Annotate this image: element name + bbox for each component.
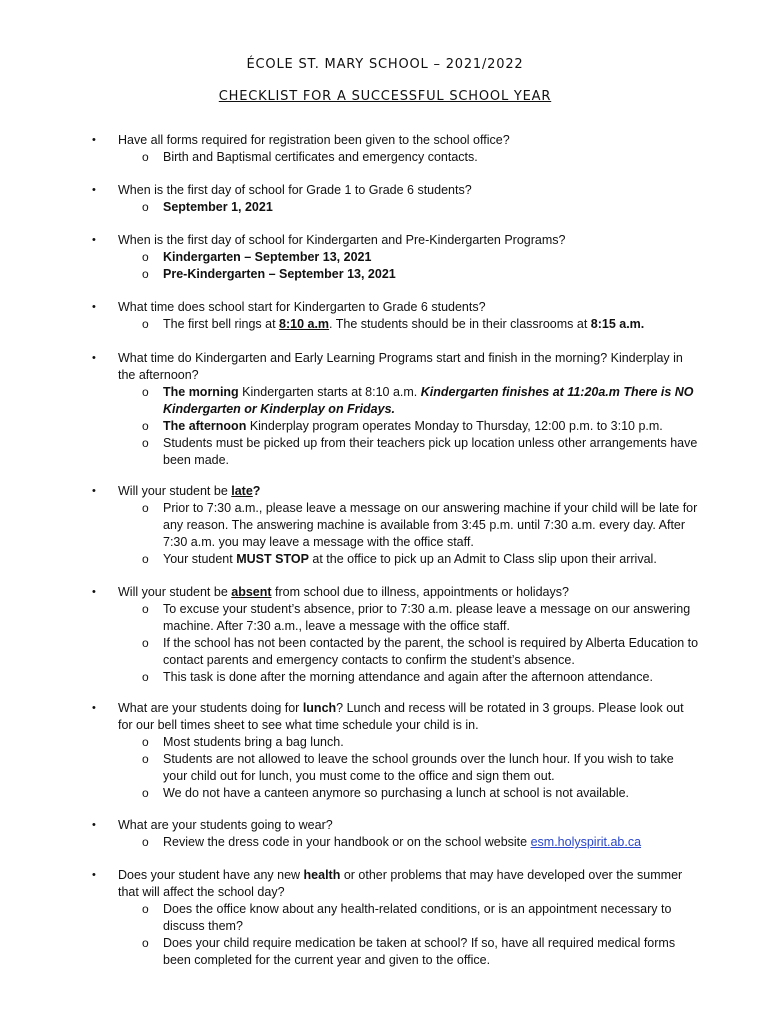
circle-bullet-icon: o [142,636,149,650]
checklist-item-dress-code [92,817,700,851]
sub-item: o The afternoon Kinderplay program operates Monday to Thursday, 12:00 p.m. to 3:10 p.m. [142,419,663,433]
circle-bullet-icon: o [142,501,149,515]
circle-bullet-icon: o [142,250,149,264]
checklist-item-start-time [92,299,700,333]
circle-bullet-icon: o [142,835,149,849]
bullet-icon: • [92,301,96,313]
question-text: When is the first day of school for Kindergarten and Pre-Kindergarten Programs? [118,233,566,247]
bullet-icon: • [92,234,96,246]
sub-item: o Birth and Baptismal certificates and emergency contacts. [142,150,478,164]
circle-bullet-icon: o [142,200,149,214]
circle-bullet-icon: o [142,602,149,616]
question-text: What time does school start for Kindergarten to Grade 6 students? [118,300,486,314]
bullet-icon: • [92,352,96,364]
checklist-item-health [92,867,700,969]
sub-item: o Students must be picked up from their teachers pick up location unless other arrangements have been made. [142,436,698,467]
checklist-item-forms [92,132,700,166]
sub-item: o Does your child require medication be taken at school? If so, have all required medical forms been completed for the current year and given to the office. [142,936,676,967]
checklist-item-absent [92,584,700,686]
sub-item: o Pre-Kindergarten – September 13, 2021 [142,267,396,281]
sub-item: o This task is done after the morning attendance and again after the afternoon attendance. [142,670,653,684]
checklist-item-first-day-grades [92,182,700,216]
sub-item: o Prior to 7:30 a.m., please leave a message on our answering machine if your child will be late for any reason. The answering machine is available from 3:45 p.m. until 7:30 a.m. every day. After 7:30 a.m. you may leave a message with the office staff. [142,501,698,549]
bullet-icon: • [92,586,96,598]
sub-item: o Students are not allowed to leave the school grounds over the lunch hour. If you wish to take your child out for lunch, you must come to the office and sign them out. [142,752,674,783]
bullet-icon: • [92,819,96,831]
circle-bullet-icon: o [142,419,149,433]
sub-item: o The morning Kindergarten starts at 8:10 a.m. Kindergarten finishes at 11:20a.m There is NO Kindergarten or Kinderplay on Fridays. [142,385,694,416]
question-text: What are your students going to wear? [118,818,333,832]
checklist-item-lunch [92,700,700,802]
checklist-item-late [92,483,700,568]
sub-item: o Most students bring a bag lunch. [142,735,344,749]
circle-bullet-icon: o [142,150,149,164]
sub-item: o To excuse your student’s absence, prior to 7:30 a.m. please leave a message on our answering machine. After 7:30 a.m., leave a message with the office staff. [142,602,691,633]
circle-bullet-icon: o [142,752,149,766]
circle-bullet-icon: o [142,735,149,749]
bullet-icon: • [92,485,96,497]
circle-bullet-icon: o [142,670,149,684]
document-subtitle: CHECKLIST FOR A SUCCESSFUL SCHOOL YEAR [218,89,552,104]
circle-bullet-icon: o [142,436,149,450]
checklist-item-kindergarten-times [92,350,700,469]
bullet-icon: • [92,134,96,146]
circle-bullet-icon: o [142,936,149,950]
sub-item: o Review the dress code in your handbook or on the school website esm.holyspirit.ab.ca [142,835,642,849]
question-text: What are your students doing for lunch? Lunch and recess will be rotated in 3 groups. Please look out for our bell times sheet to see what time schedule your child is in. [118,701,684,732]
school-website-link[interactable]: esm.holyspirit.ab.ca [530,835,642,849]
question-text: Will your student be absent from school due to illness, appointments or holidays? [118,585,569,599]
sub-item: o The first bell rings at 8:10 a.m. The students should be in their classrooms at 8:15 a.m. [142,317,645,331]
circle-bullet-icon: o [142,385,149,399]
circle-bullet-icon: o [142,267,149,281]
sub-item: o We do not have a canteen anymore so purchasing a lunch at school is not available. [142,786,630,800]
circle-bullet-icon: o [142,902,149,916]
circle-bullet-icon: o [142,552,149,566]
circle-bullet-icon: o [142,786,149,800]
checklist-item-first-day-kindergarten [92,232,700,283]
bullet-icon: • [92,869,96,881]
question-text: What time do Kindergarten and Early Learning Programs start and finish in the morning? Kinderplay in the afternoon? [118,351,683,382]
question-text: Does your student have any new health or other problems that may have developed over the summer that will affect the school day? [118,868,683,899]
bullet-icon: • [92,184,96,196]
question-text: When is the first day of school for Grade 1 to Grade 6 students? [118,183,472,197]
document-title: ÉCOLE ST. MARY SCHOOL – 2021/2022 [246,57,524,72]
bullet-icon: • [92,702,96,714]
circle-bullet-icon: o [142,317,149,331]
sub-item: o Kindergarten – September 13, 2021 [142,250,372,264]
sub-item: o September 1, 2021 [142,200,273,214]
sub-item: o Does the office know about any health-related conditions, or is an appointment necessary to discuss them? [142,902,672,933]
sub-item: o Your student MUST STOP at the office to pick up an Admit to Class slip upon their arrival. [142,552,657,566]
sub-item: o If the school has not been contacted by the parent, the school is required by Alberta Education to contact parents and emergency contacts to confirm the student’s absence. [142,636,699,667]
question-text: Have all forms required for registration been given to the school office? [118,133,510,147]
question-text: Will your student be late? [118,484,261,498]
